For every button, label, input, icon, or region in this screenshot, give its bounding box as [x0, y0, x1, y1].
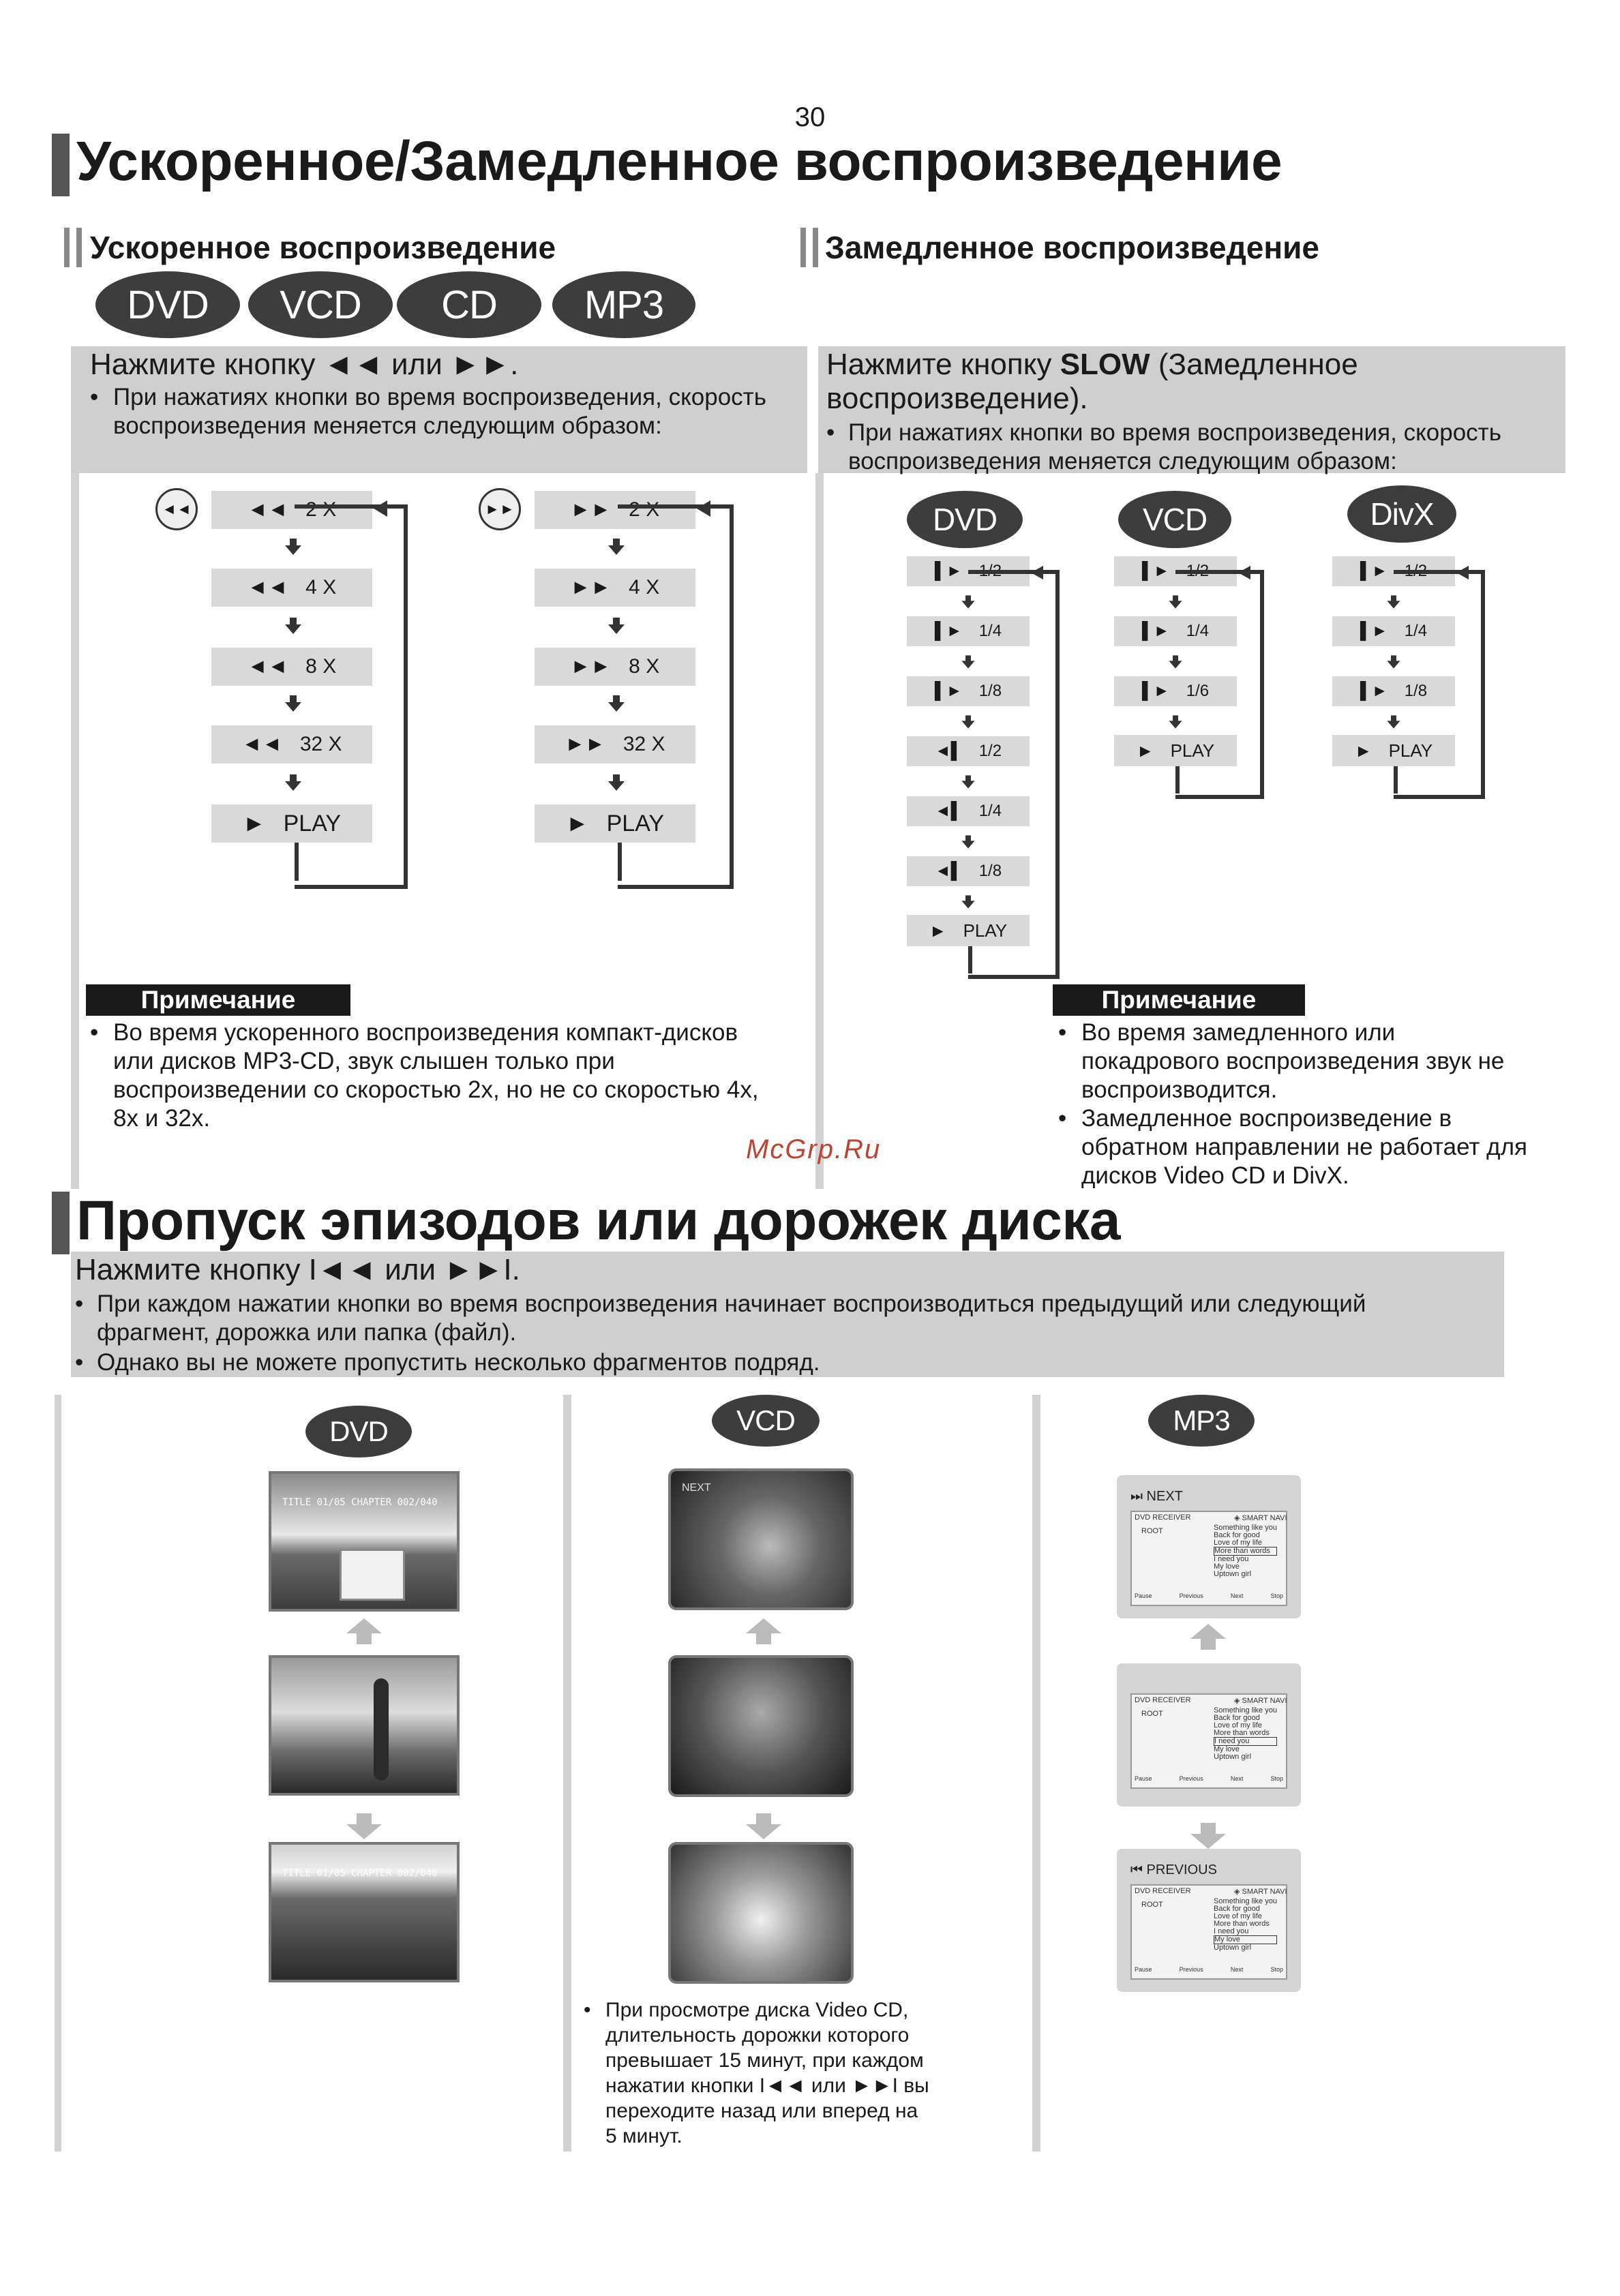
dvd-osd: TITLE 01/05 CHAPTER 002/040	[282, 1868, 438, 1879]
bullet-dot: •	[90, 1019, 99, 1046]
forward-icon: ►►	[570, 655, 612, 678]
disc-badge-cd: CD	[397, 271, 541, 338]
mp3-track: More than words	[1214, 1547, 1277, 1556]
fast-heading: Ускоренное воспроизведение	[90, 230, 556, 265]
section1-title: Ускоренное/Замедленное воспроизведение	[76, 130, 1282, 192]
cactus-image	[374, 1678, 389, 1781]
bullet-dot: •	[1058, 1019, 1067, 1046]
slow-step-label: 1/8	[978, 862, 1002, 880]
slow-forward-icon: ▌►	[934, 682, 963, 700]
mp3-header: DVD RECEIVER	[1135, 1513, 1191, 1522]
dvd-next-screen	[269, 1471, 460, 1612]
mp3-track: More than words	[1214, 1729, 1270, 1737]
vcd-note-line: нажатии кнопки I◄◄ или ►►I вы	[605, 2074, 929, 2097]
vcd-note-line: длительность дорожки которого	[605, 2024, 910, 2046]
skip-instruction: Нажмите кнопку I◄◄ или ►►I.	[75, 1253, 520, 1286]
disc-badge-dvd: DVD	[907, 491, 1023, 548]
play-label: PLAY	[1170, 740, 1215, 761]
slow-reverse-icon: ◄▌	[934, 742, 963, 760]
next-label: Next	[1230, 1966, 1244, 1973]
slow-step-label: 1/4	[1186, 622, 1210, 640]
mp3-header: DVD RECEIVER	[1135, 1887, 1191, 1895]
mp3-current-screen	[1117, 1663, 1301, 1807]
play-label: PLAY	[283, 810, 342, 836]
arrow-up-icon	[746, 1618, 781, 1633]
vcd-note	[605, 1997, 929, 2149]
arrow-up-icon	[1190, 1624, 1226, 1639]
next-label: Next	[1230, 1775, 1244, 1782]
section-title-bar	[52, 1192, 70, 1254]
vcd-next-screen	[668, 1468, 854, 1610]
rew-step-label: 4 X	[305, 576, 337, 599]
previous-label: Previous	[1179, 1775, 1203, 1782]
disc-badge-vcd: VCD	[1118, 491, 1231, 548]
slow-reverse-icon: ◄▌	[934, 862, 963, 880]
arrow-left-icon	[697, 500, 710, 517]
mp3-track: My love	[1214, 1562, 1240, 1571]
play-icon: ►	[929, 920, 947, 941]
slow-instruction-suffix: (Замедленное	[1150, 348, 1358, 381]
rewind-icon: ◄◄	[247, 498, 288, 521]
mp3-smart-navi: ◈ SMART NAVI	[1234, 1697, 1287, 1705]
slow-forward-icon: ▌►	[1360, 682, 1388, 700]
forward-button-icon: ►►	[479, 488, 521, 530]
fast-instruction: Нажмите кнопку ◄◄ или ►►.	[90, 348, 519, 381]
disc-badge-vcd: VCD	[712, 1395, 820, 1447]
mp3-next-label: ⏭ NEXT	[1130, 1489, 1183, 1504]
fast-note-line: Во время ускоренного воспроизведения компакт-дисков	[113, 1019, 738, 1046]
skip-bullet-line: При каждом нажатии кнопки во время воспроизведения начинает воспроизводиться предыдущий или следующий	[97, 1290, 1366, 1317]
fwd-step-label: 8 X	[629, 655, 660, 678]
rewind-icon: ◄◄	[247, 655, 288, 678]
subheading-bars	[64, 228, 90, 267]
next-label: Next	[1230, 1592, 1244, 1599]
divider	[563, 1395, 571, 2151]
fwd-step-label: 4 X	[629, 576, 660, 599]
dvd-osd: TITLE 01/05 CHAPTER 002/040	[282, 1497, 438, 1508]
skip-bullet-line: Однако вы не можете пропустить несколько фрагментов подряд.	[97, 1349, 820, 1376]
forward-icon: ►►	[570, 576, 612, 599]
forward-icon: ►►	[570, 498, 612, 521]
slow-forward-icon: ▌►	[1360, 562, 1388, 580]
skip-bullet-line: фрагмент, дорожка или папка (файл).	[97, 1319, 517, 1346]
divider	[55, 1395, 61, 2151]
slow-button-name: SLOW	[1060, 348, 1150, 381]
loop-arrow-segment	[295, 843, 299, 881]
slow-forward-icon: ▌►	[934, 622, 963, 640]
vcd-previous-screen	[668, 1842, 854, 1984]
mp3-smart-navi: ◈ SMART NAVI	[1234, 1888, 1287, 1896]
fast-bullet-line2: воспроизведения меняется следующим образом:	[113, 412, 662, 439]
fast-note-line: 8x и 32x.	[113, 1105, 211, 1132]
mp3-root: ROOT	[1141, 1901, 1163, 1909]
divider	[71, 473, 79, 1189]
loop-arrow-segment	[968, 946, 972, 973]
bullet-dot: •	[75, 1349, 84, 1376]
arrow-up-icon	[346, 1618, 382, 1633]
rew-step-label: 32 X	[299, 733, 342, 755]
mp3-track: Something like you	[1214, 1524, 1277, 1532]
mp3-track: Something like you	[1214, 1897, 1277, 1905]
disc-badge-divx: DivX	[1347, 485, 1456, 543]
loop-arrow	[1394, 570, 1485, 799]
mp3-track-list	[1214, 1524, 1277, 1578]
mp3-root: ROOT	[1141, 1527, 1163, 1535]
rew-step-label: 2 X	[305, 498, 337, 521]
note-label: Примечание	[86, 984, 350, 1016]
bullet-dot: •	[75, 1290, 84, 1317]
mp3-browser	[1130, 1511, 1287, 1606]
mp3-track: Uptown girl	[1214, 1944, 1252, 1952]
loop-arrow	[1175, 570, 1264, 799]
bullet-dot: •	[1058, 1105, 1067, 1132]
arrow-left-icon	[1456, 566, 1469, 579]
fast-note-line: воспроизведении со скоростью 2x, но не со скоростью 4x,	[113, 1076, 759, 1103]
loop-arrow-segment	[618, 843, 622, 881]
mp3-track-list	[1214, 1898, 1277, 1952]
arrow-down-icon	[746, 1824, 781, 1839]
loop-arrow	[295, 504, 408, 889]
slow-forward-icon: ▌►	[1141, 682, 1170, 700]
stop-label: Stop	[1270, 1966, 1283, 1973]
mp3-track: Love of my life	[1214, 1912, 1262, 1920]
mp3-track: My love	[1214, 1935, 1277, 1944]
mp3-track: Back for good	[1214, 1531, 1260, 1539]
bullet-dot: •	[90, 384, 99, 410]
arrow-down-icon	[1190, 1834, 1226, 1849]
slow-step-label: 1/4	[978, 622, 1002, 640]
stop-label: Stop	[1270, 1592, 1283, 1599]
rew-step-label: 8 X	[305, 655, 337, 678]
mp3-track: I need you	[1214, 1555, 1249, 1563]
mp3-controls	[1135, 1775, 1283, 1782]
slow-instruction-prefix: Нажмите кнопку	[826, 348, 1060, 381]
section2-title: Пропуск эпизодов или дорожек диска	[76, 1190, 1121, 1252]
slow-step-label: 1/2	[978, 562, 1002, 580]
fast-note-line: или дисков MP3-CD, звук слышен только при	[113, 1048, 615, 1074]
slow-reverse-icon: ◄▌	[934, 802, 963, 820]
mp3-track: My love	[1214, 1745, 1240, 1753]
dvd-current-screen	[269, 1655, 460, 1796]
slow-instruction-line2: воспроизведение).	[826, 382, 1088, 415]
mp3-smart-navi: ◈ SMART NAVI	[1234, 1514, 1287, 1522]
dvd-previous-screen	[269, 1842, 460, 1982]
play-label: PLAY	[1388, 740, 1433, 761]
loop-arrow-segment	[1394, 766, 1398, 794]
mp3-track: I need you	[1214, 1927, 1249, 1935]
slow-step-label: 1/8	[1404, 682, 1428, 700]
mp3-controls	[1135, 1966, 1283, 1973]
previous-label: Previous	[1179, 1966, 1203, 1973]
arrow-left-icon	[1031, 566, 1043, 579]
mp3-browser	[1130, 1693, 1287, 1789]
slow-step-label: 1/4	[1404, 622, 1428, 640]
slow-note-line: Во время замедленного или	[1081, 1019, 1396, 1046]
disc-badge-dvd: DVD	[305, 1406, 412, 1457]
loop-arrow	[618, 504, 734, 889]
play-icon: ►	[565, 810, 589, 836]
mp3-track: Uptown girl	[1214, 1570, 1252, 1578]
slow-step-label: 1/4	[978, 802, 1002, 820]
bullet-dot: •	[826, 419, 835, 446]
slow-step-label: 1/6	[1186, 682, 1210, 700]
mp3-next-screen	[1117, 1475, 1301, 1618]
rewind-icon: ◄◄	[247, 576, 288, 599]
slow-note-line: обратном направлении не работает для	[1081, 1134, 1527, 1160]
disc-badge-vcd: VCD	[248, 271, 393, 338]
section-title-bar	[52, 134, 70, 196]
mp3-track: Love of my life	[1214, 1539, 1262, 1547]
chair-image	[340, 1549, 405, 1601]
slow-bullet-line2: воспроизведения меняется следующим образом:	[848, 448, 1397, 474]
mp3-header: DVD RECEIVER	[1135, 1696, 1191, 1704]
vcd-note-line: 5 минут.	[605, 2125, 682, 2147]
disc-badge-dvd: DVD	[95, 271, 240, 338]
mp3-previous-screen	[1117, 1849, 1301, 1992]
previous-label: Previous	[1179, 1592, 1203, 1599]
slow-forward-icon: ▌►	[1360, 622, 1388, 640]
fwd-step-label: 2 X	[629, 498, 660, 521]
note-label: Примечание	[1053, 984, 1305, 1016]
rewind-button-icon: ◄◄	[155, 488, 198, 530]
slow-forward-icon: ▌►	[1141, 622, 1170, 640]
arrow-left-icon	[1238, 566, 1250, 579]
slow-note-line: покадрового воспроизведения звук не	[1081, 1048, 1505, 1074]
vcd-next-label: NEXT	[682, 1482, 711, 1494]
pause-label: Pause	[1135, 1775, 1152, 1782]
vcd-note-line: превышает 15 минут, при каждом	[605, 2049, 924, 2072]
play-icon: ►	[1136, 740, 1154, 761]
loop-arrow	[968, 570, 1060, 979]
slow-note-line: дисков Video CD и DivX.	[1081, 1162, 1349, 1189]
play-label: PLAY	[606, 810, 665, 836]
fast-bullet-line1: При нажатиях кнопки во время воспроизведения, скорость	[113, 384, 766, 410]
rewind-icon: ◄◄	[241, 733, 282, 755]
mp3-track: Back for good	[1214, 1714, 1260, 1722]
mp3-track: Uptown girl	[1214, 1753, 1252, 1761]
slow-note-line: Замедленное воспроизведение в	[1081, 1105, 1452, 1132]
slow-forward-icon: ▌►	[934, 562, 963, 580]
page-number: 30	[794, 102, 826, 132]
mp3-previous-label: ⏮ PREVIOUS	[1130, 1862, 1217, 1877]
arrow-left-icon	[374, 500, 387, 517]
mp3-controls	[1135, 1592, 1283, 1599]
slow-forward-icon: ▌►	[1141, 562, 1170, 580]
divider	[815, 473, 824, 1189]
pause-label: Pause	[1135, 1592, 1152, 1599]
disc-badge-mp3: MP3	[552, 271, 695, 338]
watermark: McGrp.Ru	[746, 1134, 882, 1164]
mp3-track: More than words	[1214, 1920, 1270, 1928]
slow-step-label: 1/2	[1404, 562, 1428, 580]
mp3-track-list	[1214, 1707, 1277, 1761]
mp3-track: Something like you	[1214, 1706, 1277, 1715]
pause-label: Pause	[1135, 1966, 1152, 1973]
play-icon: ►	[1354, 740, 1372, 761]
mp3-browser	[1130, 1884, 1287, 1980]
vcd-note-line: переходите назад или вперед на	[605, 2100, 918, 2122]
disc-badge-mp3: MP3	[1148, 1395, 1255, 1447]
stop-label: Stop	[1270, 1775, 1283, 1782]
mp3-track: Love of my life	[1214, 1721, 1262, 1729]
play-label: PLAY	[963, 920, 1008, 941]
bullet-dot: •	[584, 1999, 591, 2021]
slow-note-line: воспроизводится.	[1081, 1076, 1278, 1103]
mp3-track: I need you	[1214, 1737, 1277, 1746]
vcd-current-screen	[668, 1655, 854, 1797]
forward-icon: ►►	[565, 733, 605, 755]
fwd-step-label: 32 X	[622, 733, 665, 755]
divider	[1032, 1395, 1040, 2151]
play-icon: ►	[242, 810, 266, 836]
vcd-note-line: При просмотре диска Video CD,	[605, 1999, 909, 2021]
slow-step-label: 1/2	[978, 742, 1002, 760]
loop-arrow-segment	[1175, 766, 1180, 794]
slow-heading: Замедленное воспроизведение	[825, 230, 1319, 265]
slow-instruction	[826, 348, 1358, 382]
mp3-root: ROOT	[1141, 1710, 1163, 1718]
slow-step-label: 1/8	[978, 682, 1002, 700]
arrow-down-icon	[346, 1824, 382, 1839]
slow-step-label: 1/2	[1186, 562, 1210, 580]
slow-bullet-line1: При нажатиях кнопки во время воспроизведения, скорость	[848, 419, 1501, 446]
mp3-track: Back for good	[1214, 1905, 1260, 1913]
subheading-bars	[800, 228, 826, 267]
